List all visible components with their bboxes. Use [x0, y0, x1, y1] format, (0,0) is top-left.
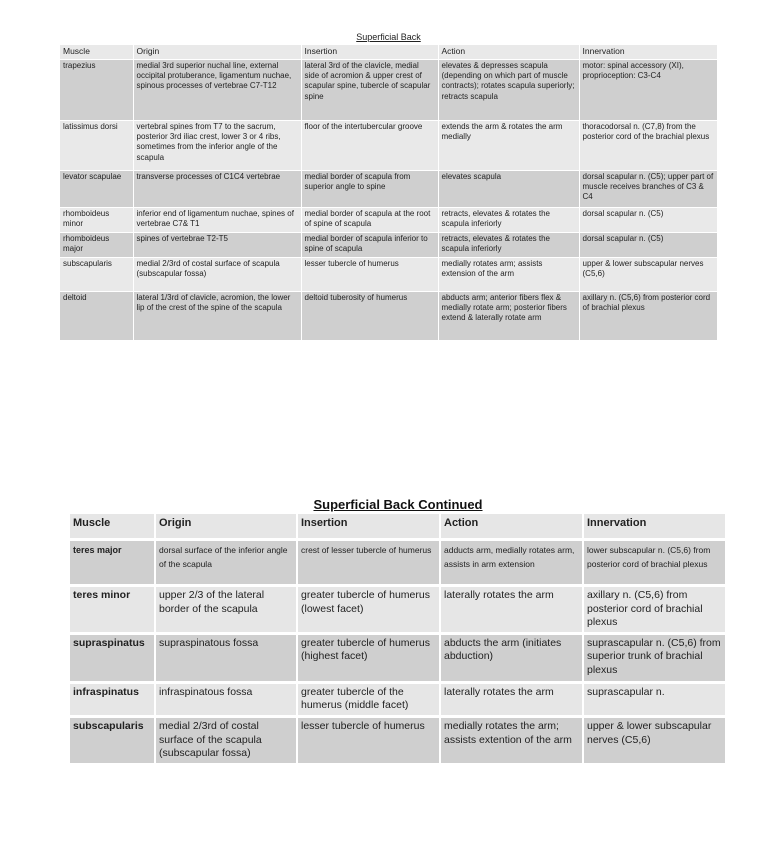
- cell-innervation: suprascapular n.: [583, 682, 726, 716]
- cell-innervation: lower subscapular n. (C5,6) from posterior cord of brachial plexus: [583, 540, 726, 586]
- table-row: [60, 208, 717, 233]
- table-header-row: [60, 45, 717, 60]
- column-header-origin: Origin: [155, 514, 297, 540]
- cell-origin: spines of vertebrae T2-T5: [133, 233, 301, 258]
- column-header-muscle: Muscle: [60, 45, 133, 60]
- cell-insertion: greater tubercle of the humerus (middle facet): [297, 682, 440, 716]
- table-row: [60, 60, 717, 121]
- cell-insertion: deltoid tuberosity of humerus: [301, 292, 438, 341]
- cell-muscle: teres major: [70, 540, 155, 586]
- cell-muscle: supraspinatus: [70, 633, 155, 682]
- table-row: [60, 121, 717, 171]
- cell-action: abducts the arm (initiates abduction): [440, 633, 583, 682]
- cell-insertion: crest of lesser tubercle of humerus: [297, 540, 440, 586]
- cell-action: medially rotates arm; assists extension of the arm: [438, 258, 579, 292]
- cell-innervation: axillary n. (C5,6) from posterior cord of brachial plexus: [583, 586, 726, 634]
- table-row: [60, 171, 717, 208]
- cell-origin: vertebral spines from T7 to the sacrum, posterior 3rd iliac crest, lower 3 or 4 ribs, sometimes from the inferior angle of the scapula: [133, 121, 301, 171]
- table-row: [70, 540, 726, 586]
- cell-innervation: suprascapular n. (C5,6) from superior trunk of brachial plexus: [583, 633, 726, 682]
- table2-title: Superficial Back Continued: [313, 497, 483, 512]
- cell-origin: dorsal surface of the inferior angle of the scapula: [155, 540, 297, 586]
- column-header-muscle: Muscle: [70, 514, 155, 540]
- table-row: [70, 586, 726, 634]
- cell-muscle: levator scapulae: [60, 171, 133, 208]
- cell-muscle: rhomboideus major: [60, 233, 133, 258]
- cell-innervation: dorsal scapular n. (C5): [579, 233, 717, 258]
- cell-insertion: lateral 3rd of the clavicle, medial side of acromion & upper crest of scapular spine, tubercle of scapular spine: [301, 60, 438, 121]
- cell-innervation: thoracodorsal n. (C7,8) from the posterior cord of the brachial plexus: [579, 121, 717, 171]
- table-row: [70, 633, 726, 682]
- cell-insertion: medial border of scapula inferior to spine of scapula: [301, 233, 438, 258]
- cell-insertion: lesser tubercle of humerus: [301, 258, 438, 292]
- table-row: [60, 292, 717, 341]
- cell-innervation: dorsal scapular n. (C5); upper part of muscle receives branches of C3 & C4: [579, 171, 717, 208]
- cell-action: abducts arm; anterior fibers flex & medially rotate arm; posterior fibers extend & laterally rotate arm: [438, 292, 579, 341]
- cell-action: elevates & depresses scapula (depending on which part of muscle contracts); rotates scapula superiorly; retracts scapula: [438, 60, 579, 121]
- table-row: [70, 682, 726, 716]
- cell-insertion: medial border of scapula from superior angle to spine: [301, 171, 438, 208]
- cell-action: medially rotates the arm; assists extention of the arm: [440, 716, 583, 764]
- column-header-action: Action: [440, 514, 583, 540]
- cell-insertion: floor of the intertubercular groove: [301, 121, 438, 171]
- cell-insertion: medial border of scapula at the root of spine of scapula: [301, 208, 438, 233]
- cell-action: laterally rotates the arm: [440, 586, 583, 634]
- cell-origin: medial 2/3rd of costal surface of scapula (subscapular fossa): [133, 258, 301, 292]
- cell-muscle: infraspinatus: [70, 682, 155, 716]
- cell-muscle: latissimus dorsi: [60, 121, 133, 171]
- cell-origin: transverse processes of C1C4 vertebrae: [133, 171, 301, 208]
- cell-innervation: motor: spinal accessory (XI), proprioception: C3-C4: [579, 60, 717, 121]
- cell-muscle: trapezius: [60, 60, 133, 121]
- superficial-back-table: [60, 45, 718, 341]
- cell-insertion: greater tubercle of humerus (highest facet): [297, 633, 440, 682]
- cell-origin: upper 2/3 of the lateral border of the scapula: [155, 586, 297, 634]
- table-row: [60, 233, 717, 258]
- cell-insertion: greater tubercle of humerus (lowest facet): [297, 586, 440, 634]
- column-header-innervation: Innervation: [583, 514, 726, 540]
- column-header-insertion: Insertion: [301, 45, 438, 60]
- cell-innervation: axillary n. (C5,6) from posterior cord of brachial plexus: [579, 292, 717, 341]
- column-header-origin: Origin: [133, 45, 301, 60]
- cell-origin: supraspinatous fossa: [155, 633, 297, 682]
- cell-innervation: upper & lower subscapular nerves (C5,6): [583, 716, 726, 764]
- column-header-innervation: Innervation: [579, 45, 717, 60]
- cell-action: laterally rotates the arm: [440, 682, 583, 716]
- table-header-row: [70, 514, 726, 540]
- cell-origin: lateral 1/3rd of clavicle, acromion, the lower lip of the crest of the spine of the scapula: [133, 292, 301, 341]
- cell-action: retracts, elevates & rotates the scapula inferiorly: [438, 233, 579, 258]
- cell-innervation: upper & lower subscapular nerves (C5,6): [579, 258, 717, 292]
- table1-title: Superficial Back: [356, 32, 421, 42]
- cell-muscle: subscapularis: [70, 716, 155, 764]
- cell-muscle: subscapularis: [60, 258, 133, 292]
- cell-muscle: rhomboideus minor: [60, 208, 133, 233]
- cell-origin: medial 3rd superior nuchal line, external occipital protuberance, ligamentum nuchae, spinous processes of vertebrae C7-T12: [133, 60, 301, 121]
- cell-insertion: lesser tubercle of humerus: [297, 716, 440, 764]
- table-row: [70, 716, 726, 764]
- cell-muscle: teres minor: [70, 586, 155, 634]
- cell-action: extends the arm & rotates the arm medially: [438, 121, 579, 171]
- column-header-insertion: Insertion: [297, 514, 440, 540]
- cell-origin: infraspinatous fossa: [155, 682, 297, 716]
- cell-action: retracts, elevates & rotates the scapula inferiorly: [438, 208, 579, 233]
- cell-action: elevates scapula: [438, 171, 579, 208]
- cell-action: adducts arm, medially rotates arm, assists in arm extension: [440, 540, 583, 586]
- cell-muscle: deltoid: [60, 292, 133, 341]
- column-header-action: Action: [438, 45, 579, 60]
- superficial-back-continued-table: [70, 514, 727, 766]
- cell-origin: medial 2/3rd of costal surface of the scapula (subscapular fossa): [155, 716, 297, 764]
- cell-innervation: dorsal scapular n. (C5): [579, 208, 717, 233]
- table-row: [60, 258, 717, 292]
- cell-origin: inferior end of ligamentum nuchae, spines of vertebrae C7& T1: [133, 208, 301, 233]
